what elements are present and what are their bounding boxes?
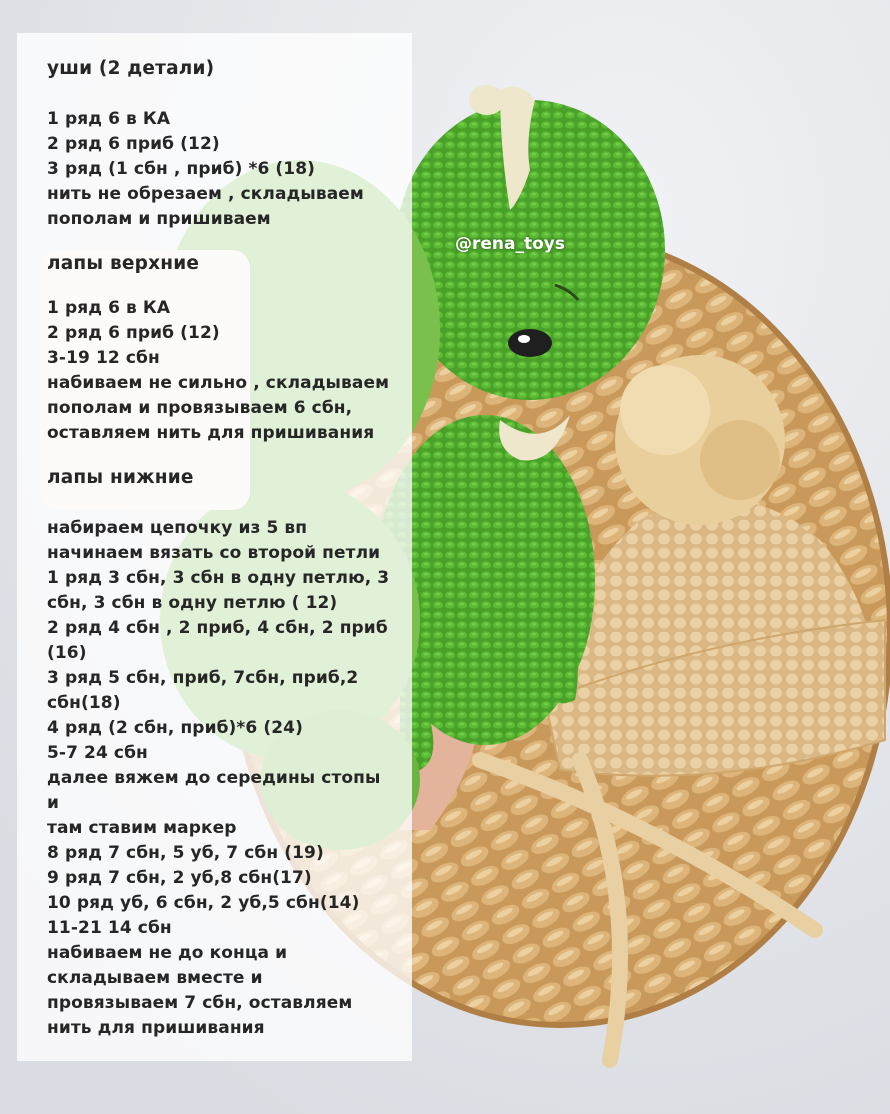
pattern-line: 4 ряд (2 сбн, приб)*6 (24) <box>47 718 303 738</box>
pattern-line: 11-21 14 сбн <box>47 918 172 938</box>
pattern-line: 2 ряд 6 приб (12) <box>47 134 220 154</box>
section-title-upper-paws: лапы верхние <box>47 253 200 274</box>
pattern-line: 1 ряд 6 в КА <box>47 298 171 318</box>
pattern-line: сбн, 3 сбн в одну петлю ( 12) <box>47 593 338 613</box>
pattern-line: набиваем не сильно , складываем <box>47 373 390 393</box>
pattern-line: 9 ряд 7 сбн, 2 уб,8 сбн(17) <box>47 868 312 888</box>
pattern-line: 5-7 24 сбн <box>47 743 148 763</box>
section-lines-upper-paws <box>47 296 396 446</box>
section-title-lower-paws: лапы нижние <box>47 467 194 488</box>
pattern-line: начинаем вязать со второй петли <box>47 543 381 563</box>
pattern-line: оставляем нить для пришивания <box>47 423 375 443</box>
section-title-ears: уши (2 детали) <box>47 58 215 79</box>
pattern-line: (16) <box>47 643 87 663</box>
pattern-line: 1 ряд 6 в КА <box>47 109 171 129</box>
pattern-line: набиваем не до конца и <box>47 943 288 963</box>
pattern-line: 3-19 12 сбн <box>47 348 160 368</box>
section-lines-lower-paws <box>47 516 396 1041</box>
pattern-line: складываем вместе и <box>47 968 263 988</box>
pattern-line: 3 ряд (1 сбн , приб) *6 (18) <box>47 159 316 179</box>
pattern-line: нить не обрезаем , складываем <box>47 184 364 204</box>
pattern-line: 8 ряд 7 сбн, 5 уб, 7 сбн (19) <box>47 843 324 863</box>
pattern-line: 2 ряд 4 сбн , 2 приб, 4 сбн, 2 приб <box>47 618 388 638</box>
pattern-line: 3 ряд 5 сбн, приб, 7сбн, приб,2 <box>47 668 359 688</box>
pattern-line: там ставим маркер <box>47 818 237 838</box>
pattern-line: пополам и пришиваем <box>47 209 271 229</box>
pattern-line: 1 ряд 3 сбн, 3 сбн в одну петлю, 3 <box>47 568 390 588</box>
pattern-line: пополам и провязываем 6 сбн, <box>47 398 353 418</box>
section-lines-ears <box>47 107 396 232</box>
pattern-text-panel <box>17 33 412 1061</box>
pattern-line: 2 ряд 6 приб (12) <box>47 323 220 343</box>
watermark-label: @rena_toys <box>455 234 565 254</box>
pattern-line: 10 ряд уб, 6 сбн, 2 уб,5 сбн(14) <box>47 893 360 913</box>
pattern-line: провязываем 7 сбн, оставляем <box>47 993 353 1013</box>
pattern-line: нить для пришивания <box>47 1018 265 1038</box>
pattern-line: набираем цепочку из 5 вп <box>47 518 308 538</box>
pattern-line: далее вяжем до середины стопы и <box>47 768 381 813</box>
pattern-line: сбн(18) <box>47 693 121 713</box>
